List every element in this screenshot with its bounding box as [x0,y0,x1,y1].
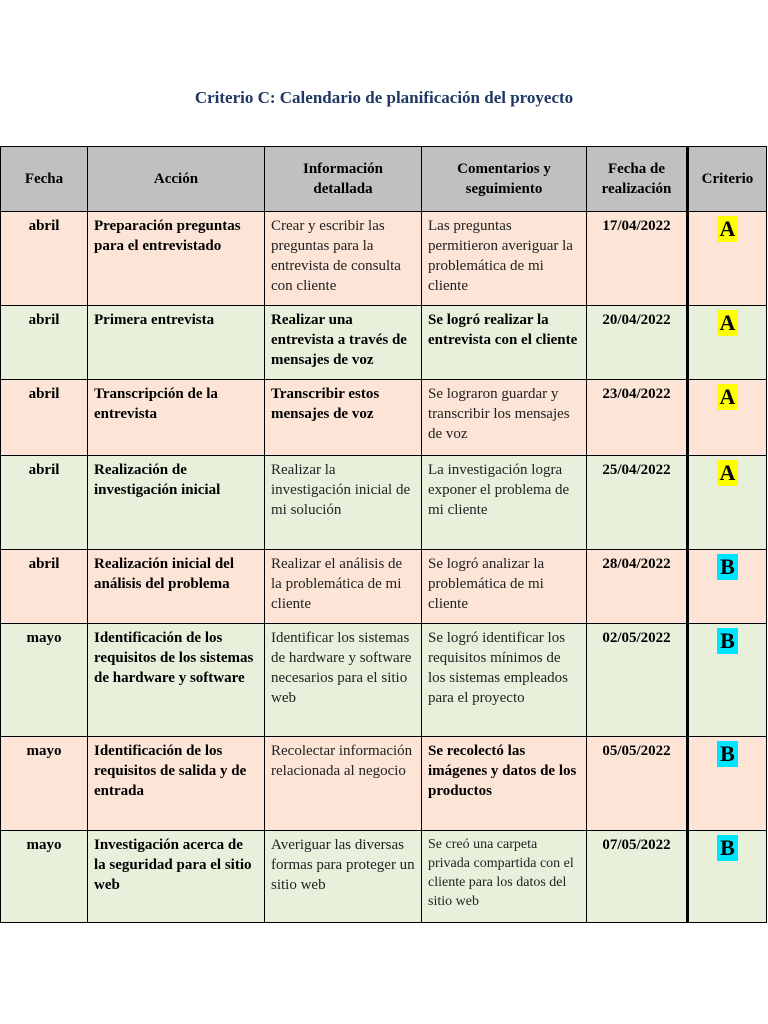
cell-criterio [688,380,767,456]
header-informacion [265,147,422,212]
cell-criterio [688,737,767,831]
table-header-row [1,147,767,212]
criterio-badge: B [717,554,738,580]
criterio-badge: B [717,741,738,767]
cell-criterio [688,456,767,550]
cell-criterio [688,624,767,737]
cell-informacion: Averiguar las diversas formas para proteger un sitio web [265,831,422,923]
cell-realizacion: 05/05/2022 [587,737,688,831]
table-row [1,380,767,456]
cell-accion: Transcripción de la entrevista [88,380,265,456]
criterio-badge: B [717,835,738,861]
table-row [1,624,767,737]
table-row [1,550,767,624]
cell-informacion: Realizar la investigación inicial de mi solución [265,456,422,550]
header-fecha: Fecha [1,147,88,212]
cell-comentarios: Se logró realizar la entrevista con el cliente [422,306,587,380]
cell-fecha: mayo [1,624,88,737]
cell-fecha: abril [1,306,88,380]
header-realizacion [587,147,688,212]
cell-comentarios: Se lograron guardar y transcribir los mensajes de voz [422,380,587,456]
cell-fecha: abril [1,456,88,550]
cell-accion: Identificación de los requisitos de los sistemas de hardware y software [88,624,265,737]
table-row [1,212,767,306]
table-row [1,456,767,550]
criterio-badge: A [717,310,739,336]
cell-informacion: Identificar los sistemas de hardware y software necesarios para el sitio web [265,624,422,737]
page-title: Criterio C: Calendario de planificación del proyecto [194,88,574,107]
cell-realizacion: 25/04/2022 [587,456,688,550]
cell-criterio [688,212,767,306]
cell-accion: Primera entrevista [88,306,265,380]
cell-realizacion: 02/05/2022 [587,624,688,737]
cell-comentarios: Las preguntas permitieron averiguar la problemática de mi cliente [422,212,587,306]
criterio-badge: A [717,384,739,410]
header-comentarios-line1: Comentarios y [457,161,551,177]
table-row [1,737,767,831]
cell-criterio [688,831,767,923]
cell-comentarios: La investigación logra exponer el problema de mi cliente [422,456,587,550]
cell-informacion: Realizar una entrevista a través de mensajes de voz [265,306,422,380]
cell-comentarios: Se logró identificar los requisitos mínimos de los sistemas empleados para el proyecto [422,624,587,737]
cell-criterio [688,306,767,380]
header-accion: Acción [88,147,265,212]
cell-accion: Identificación de los requisitos de salida y de entrada [88,737,265,831]
header-realizacion-line2: realización [601,181,672,197]
cell-comentarios: Se logró analizar la problemática de mi cliente [422,550,587,624]
planning-table [0,146,767,923]
cell-fecha: mayo [1,737,88,831]
cell-realizacion: 07/05/2022 [587,831,688,923]
cell-fecha: mayo [1,831,88,923]
cell-comentarios: Se recolectó las imágenes y datos de los productos [422,737,587,831]
header-criterio: Criterio [688,147,767,212]
cell-comentarios: Se creó una carpeta privada compartida con el cliente para los datos del sitio web [422,831,587,923]
header-comentarios-line2: seguimiento [465,181,543,197]
cell-realizacion: 28/04/2022 [587,550,688,624]
cell-accion: Investigación acerca de la seguridad para el sitio web [88,831,265,923]
cell-realizacion: 20/04/2022 [587,306,688,380]
cell-criterio [688,550,767,624]
criterio-badge: A [717,216,739,242]
cell-informacion: Recolectar información relacionada al negocio [265,737,422,831]
cell-fecha: abril [1,380,88,456]
cell-fecha: abril [1,212,88,306]
criterio-badge: B [717,628,738,654]
table-row [1,306,767,380]
cell-accion: Realización inicial del análisis del problema [88,550,265,624]
cell-informacion: Realizar el análisis de la problemática de mi cliente [265,550,422,624]
cell-realizacion: 23/04/2022 [587,380,688,456]
cell-accion: Realización de investigación inicial [88,456,265,550]
criterio-badge: A [717,460,739,486]
header-realizacion-line1: Fecha de [607,161,666,177]
cell-accion: Preparación preguntas para el entrevistado [88,212,265,306]
header-informacion-line1: Información [303,161,383,177]
cell-realizacion: 17/04/2022 [587,212,688,306]
header-comentarios [422,147,587,212]
header-informacion-line2: detallada [313,181,373,197]
table-row [1,831,767,923]
cell-informacion: Transcribir estos mensajes de voz [265,380,422,456]
cell-fecha: abril [1,550,88,624]
cell-informacion: Crear y escribir las preguntas para la entrevista de consulta con cliente [265,212,422,306]
